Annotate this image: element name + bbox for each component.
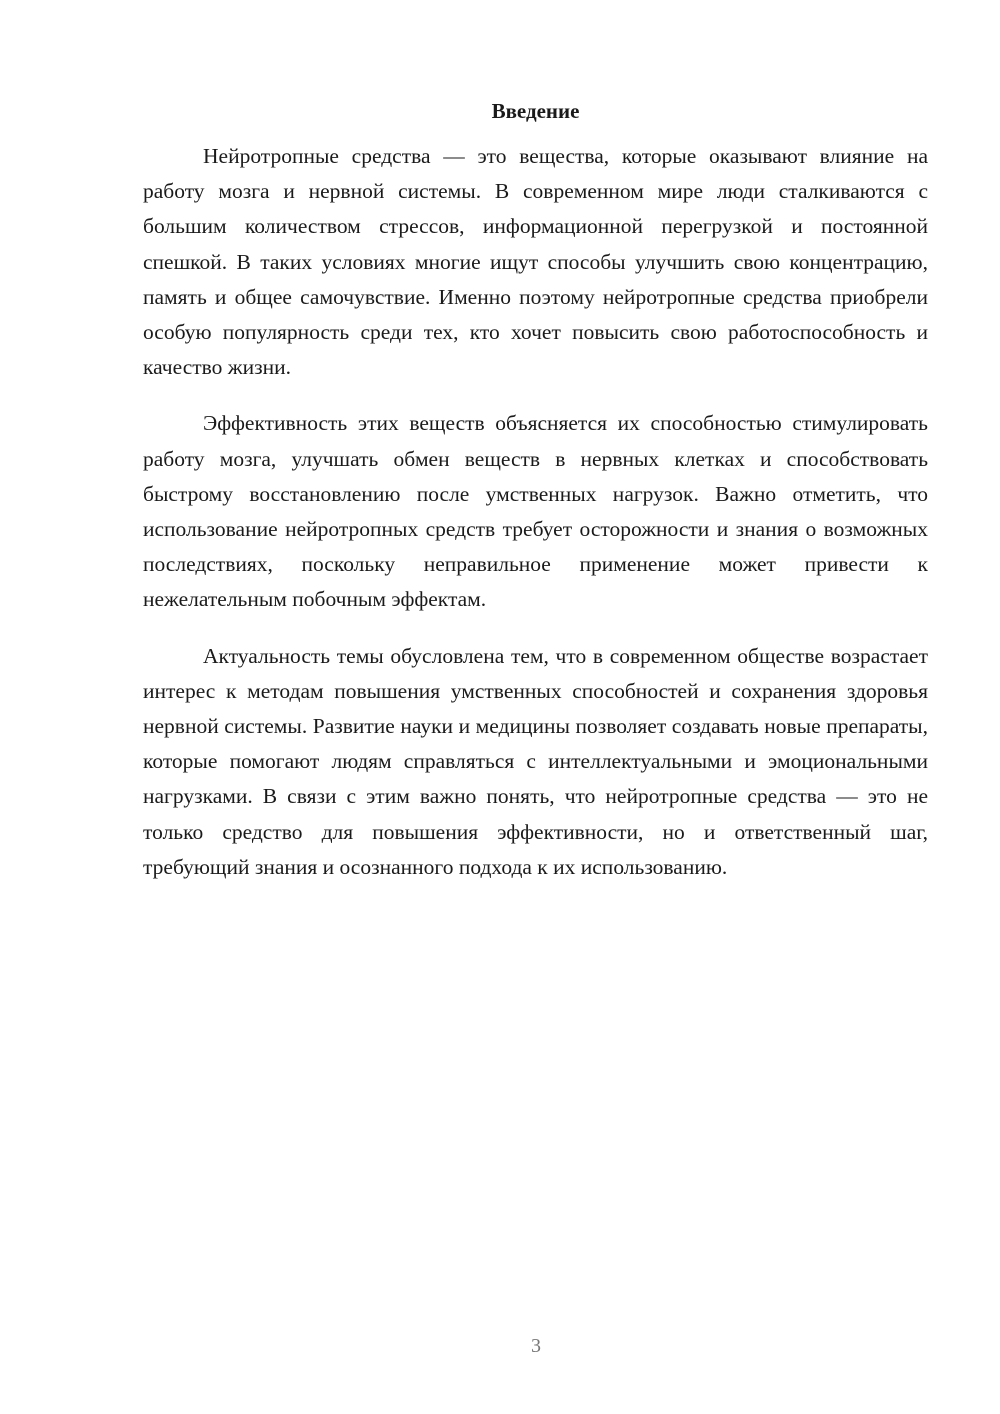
- page-content: [143, 96, 928, 906]
- paragraph-3: Актуальность темы обусловлена тем, что в современном обществе возрастает интерес к методам повышения умственных способностей и сохранения здоровья нервной системы. Развитие науки и медицины позволяет создавать новые препараты, которые помогают людям справляться с интеллектуальными и эмоциональными нагрузками. В связи с этим важно понять, что нейротропные средства — это не только средство для повышения эффективности, но и ответственный шаг, требующий знания и осознанного подхода к их использованию.: [143, 643, 928, 879]
- paragraph-1: Нейротропные средства — это вещества, которые оказывают влияние на работу мозга и нервной системы. В современном мире люди сталкиваются с большим количеством стрессов, информационной перегрузкой и постоянной спешкой. В таких условиях многие ищут способы улучшить свою концентрацию, память и общее самочувствие. Именно поэтому нейротропные средства приобрели особую популярность среди тех, кто хочет повысить свою работоспособность и качество жизни.: [143, 144, 928, 380]
- section-heading: Введение: [491, 99, 580, 123]
- paragraph-2: Эффективность этих веществ объясняется их способностью стимулировать работу мозга, улучшать обмен веществ в нервных клетках и способствовать быстрому восстановлению после умственных нагрузок. Важно отметить, что использование нейротропных средств требует осторожности и знания о возможных последствиях, поскольку неправильное применение может привести к нежелательным побочным эффектам.: [143, 411, 928, 612]
- page-number: 3: [531, 1335, 541, 1357]
